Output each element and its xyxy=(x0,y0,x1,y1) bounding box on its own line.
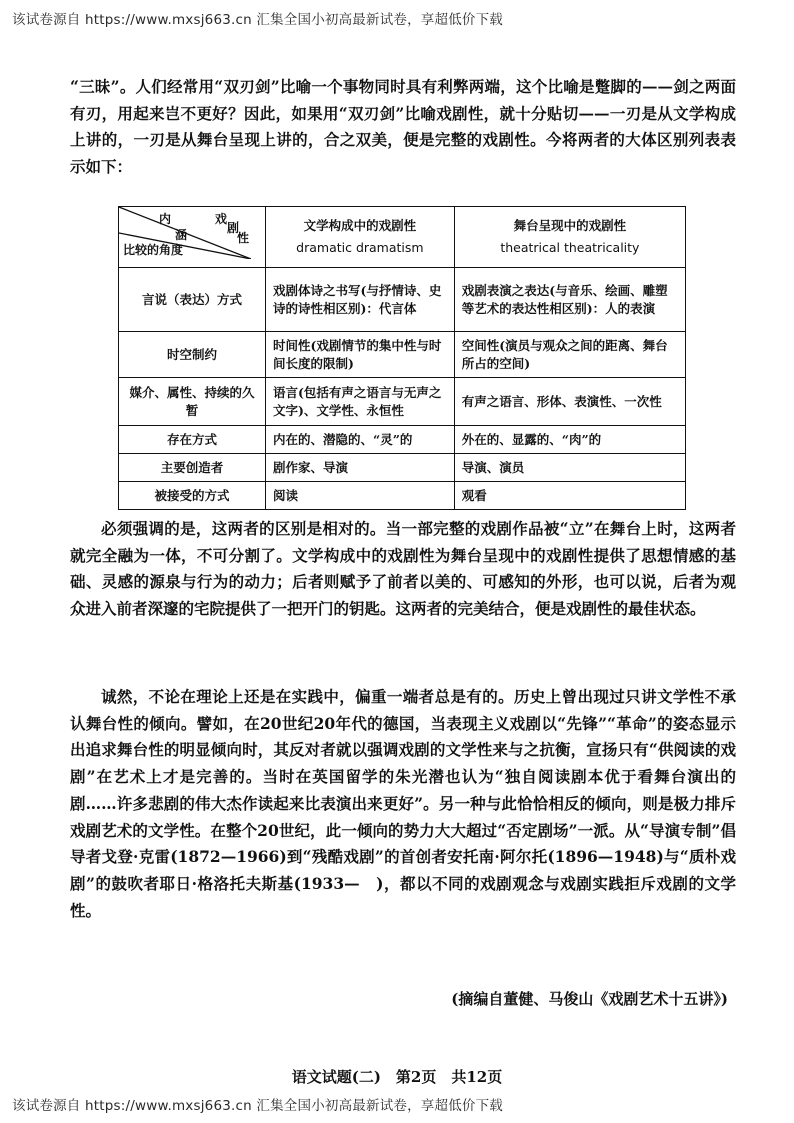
row-cell-dramatic: 剧作家、导演 xyxy=(266,454,455,482)
paragraph-2 xyxy=(70,516,736,623)
row-cell-theatrical: 戏剧表演之表达(与音乐、绘画、雕塑等艺术的表达性相区别)：人的表演 xyxy=(454,268,685,332)
paragraph-2-text: 必须强调的是，这两者的区别是相对的。当一部完整的戏剧作品被“立”在舞台上时，这两者就完全融为一体，不可分割了。文学构成中的戏剧性为舞台呈现中的戏剧性提供了思想情感的基础、灵感的源泉与行为的动力；后者则赋予了前者以美的、可感知的外形，也可以说，后者为观众进入前者深邃的宅院提供了一把开门的钥匙。这两者的完美结合，便是戏剧性的最佳状态。 xyxy=(70,519,736,619)
corner-label-xi: 戏 xyxy=(215,212,228,226)
column-header-theatrical xyxy=(454,207,685,268)
paragraph-1-text: “三昧”。人们经常用“双刃剑”比喻一个事物同时具有利弊两端，这个比喻是蹩脚的——剑之两面有刃，用起来岂不更好？因此，如果用“双刃剑”比喻戏剧性，就十分贴切——一刃是从文学构成上讲的，一刃是从舞台呈现上讲的，合之双美，便是完整的戏剧性。今将两者的大体区别列表表示如下： xyxy=(70,77,736,177)
table-row xyxy=(119,426,686,454)
source-citation: (摘编自董健、马俊山《戏剧艺术十五讲》) xyxy=(451,990,728,1008)
corner-label-nei: 内 xyxy=(159,212,172,226)
table-row xyxy=(119,482,686,510)
watermark-bottom: 该试卷源自 https://www.mxsj663.cn 汇集全国小初高最新试卷，享超低价下载 xyxy=(12,1098,504,1114)
paragraph-3-text: 诚然，不论在理论上还是在实践中，偏重一端者总是有的。历史上曾出现过只讲文学性不承认舞台性的倾向。譬如，在20世纪20年代的德国，当表现主义戏剧以“先锋”“革命”的姿态显示出追求舞台性的明显倾向时，其反对者就以强调戏剧的文学性来与之抗衡，宣扬只有“供阅读的戏剧”在艺术上才是完善的。当时在英国留学的朱光潜也认为“独自阅读剧本优于看舞台演出的剧……许多悲剧的伟大杰作读起来比表演出来更好”。另一种与此恰恰相反的倾向，则是极力排斥戏剧艺术的文学性。在整个20世纪，此一倾向的势力大大超过“否定剧场”一派。从“导演专制”倡导者戈登·克雷(1872—1966)到“残酷戏剧”的首创者安托南·阿尔托(1896—1948)与“质朴戏剧”的鼓吹者耶日·格洛托夫斯基(1933— )，都以不同的戏剧观念与戏剧实践拒斥戏剧的文学性。 xyxy=(70,687,736,920)
row-cell-dramatic: 时间性(戏剧情节的集中性与时间长度的限制) xyxy=(266,332,455,378)
row-label: 言说（表达）方式 xyxy=(119,268,266,332)
row-cell-theatrical: 有声之语言、形体、表演性、一次性 xyxy=(454,378,685,426)
row-cell-theatrical: 观看 xyxy=(454,482,685,510)
table-corner-cell xyxy=(119,207,266,268)
row-cell-dramatic: 戏剧体诗之书写(与抒情诗、史诗的诗性相区别)：代言体 xyxy=(266,268,455,332)
paragraph-3 xyxy=(70,684,736,924)
comparison-table xyxy=(118,206,686,510)
table-row xyxy=(119,332,686,378)
row-label: 被接受的方式 xyxy=(119,482,266,510)
watermark-top: 该试卷源自 https://www.mxsj663.cn 汇集全国小初高最新试卷，享超低价下载 xyxy=(12,12,504,28)
row-cell-theatrical: 外在的、显露的、“肉”的 xyxy=(454,426,685,454)
row-cell-dramatic: 内在的、潜隐的、“灵”的 xyxy=(266,426,455,454)
row-label: 存在方式 xyxy=(119,426,266,454)
column-header-theatrical-en: theatrical theatricality xyxy=(500,240,640,255)
table-row xyxy=(119,454,686,482)
page-footer: 语文试题(二) 第2页 共12页 xyxy=(291,1068,503,1086)
column-header-dramatic-zh: 文学构成中的戏剧性 xyxy=(303,218,417,233)
row-cell-theatrical: 导演、演员 xyxy=(454,454,685,482)
corner-label-ju: 剧 xyxy=(227,221,240,235)
paragraph-1 xyxy=(70,74,736,181)
corner-label-han: 涵 xyxy=(175,228,188,242)
corner-label-angle: 比较的角度 xyxy=(123,243,184,257)
row-label: 媒介、属性、持续的久暂 xyxy=(119,378,266,426)
table-header-row xyxy=(119,207,686,268)
row-label: 时空制约 xyxy=(119,332,266,378)
row-cell-theatrical: 空间性(演员与观众之间的距离、舞台所占的空间) xyxy=(454,332,685,378)
corner-label-xing: 性 xyxy=(237,231,250,245)
row-cell-dramatic: 语言(包括有声之语言与无声之文字)、文学性、永恒性 xyxy=(266,378,455,426)
column-header-theatrical-zh: 舞台呈现中的戏剧性 xyxy=(513,218,627,233)
column-header-dramatic xyxy=(266,207,455,268)
column-header-dramatic-en: dramatic dramatism xyxy=(296,240,424,255)
table-row xyxy=(119,268,686,332)
row-cell-dramatic: 阅读 xyxy=(266,482,455,510)
row-label: 主要创造者 xyxy=(119,454,266,482)
table-row xyxy=(119,378,686,426)
